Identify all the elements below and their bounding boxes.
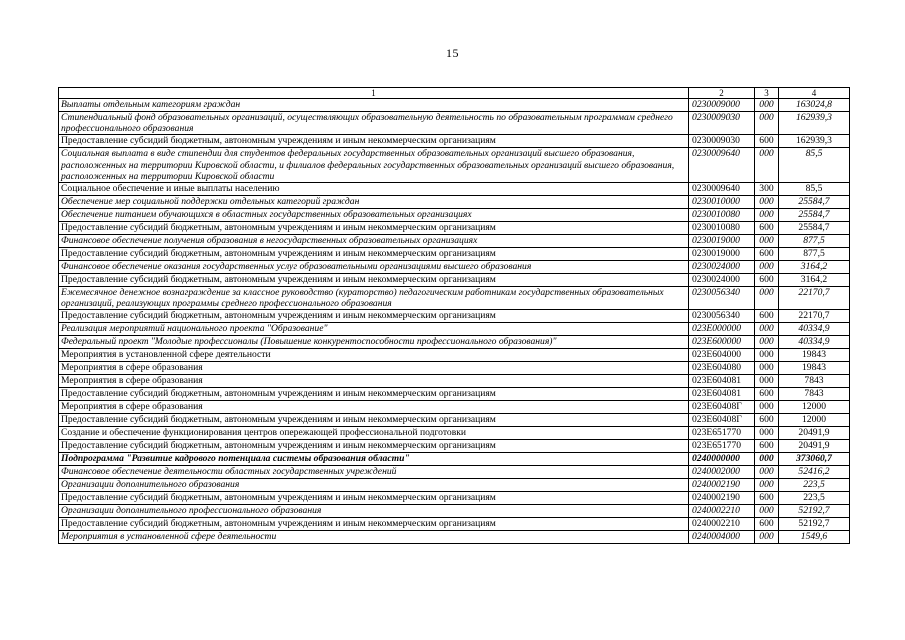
row-code: 0240002210: [689, 505, 755, 518]
row-amount: 12000: [779, 401, 850, 414]
table-row: [59, 323, 850, 336]
row-description: Предоставление субсидий бюджетным, автономным учреждениям и иным некоммерческим организациям: [59, 414, 689, 427]
row-description: Мероприятия в сфере образования: [59, 375, 689, 388]
table-row: [59, 375, 850, 388]
row-amount: 223,5: [779, 492, 850, 505]
table-row: [59, 148, 850, 183]
row-description: Мероприятия в установленной сфере деятельности: [59, 349, 689, 362]
row-description: Предоставление субсидий бюджетным, автономным учреждениям и иным некоммерческим организациям: [59, 222, 689, 235]
row-expense-type: 000: [755, 99, 779, 112]
row-description: Стипендиальный фонд образовательных организаций, осуществляющих образовательную деятельность по образовательным программам среднего профессионального образования: [59, 112, 689, 135]
row-description: Социальное обеспечение и иные выплаты населению: [59, 183, 689, 196]
row-amount: 85,5: [779, 148, 850, 183]
row-code: 023E000000: [689, 323, 755, 336]
row-description: Мероприятия в установленной сфере деятельности: [59, 531, 689, 544]
row-expense-type: 000: [755, 375, 779, 388]
row-code: 0230010080: [689, 222, 755, 235]
row-description: Финансовое обеспечение деятельности областных государственных учреждений: [59, 466, 689, 479]
row-amount: 20491,9: [779, 440, 850, 453]
row-amount: 52416,2: [779, 466, 850, 479]
row-expense-type: 000: [755, 209, 779, 222]
row-description: Реализация мероприятий национального проекта "Образование": [59, 323, 689, 336]
row-code: 023E600000: [689, 336, 755, 349]
row-code: 023E651770: [689, 427, 755, 440]
row-description: Предоставление субсидий бюджетным, автономным учреждениям и иным некоммерческим организациям: [59, 518, 689, 531]
row-amount: 373060,7: [779, 453, 850, 466]
row-amount: 52192,7: [779, 518, 850, 531]
row-code: 0240004000: [689, 531, 755, 544]
row-expense-type: 600: [755, 414, 779, 427]
table-row: [59, 362, 850, 375]
row-description: Федеральный проект "Молодые профессионалы (Повышение конкурентоспособности профессионального образования)": [59, 336, 689, 349]
header-col-3: 3: [755, 88, 779, 99]
row-expense-type: 600: [755, 222, 779, 235]
row-amount: 25584,7: [779, 196, 850, 209]
table-row: [59, 505, 850, 518]
table-row: [59, 310, 850, 323]
row-code: 0240002000: [689, 466, 755, 479]
table-row: [59, 135, 850, 148]
header-col-2: 2: [689, 88, 755, 99]
row-expense-type: 600: [755, 248, 779, 261]
row-description: Предоставление субсидий бюджетным, автономным учреждениям и иным некоммерческим организациям: [59, 274, 689, 287]
header-col-1: 1: [59, 88, 689, 99]
row-expense-type: 000: [755, 112, 779, 135]
table-row: [59, 531, 850, 544]
table-row: [59, 492, 850, 505]
row-amount: 7843: [779, 375, 850, 388]
row-expense-type: 000: [755, 148, 779, 183]
row-expense-type: 000: [755, 531, 779, 544]
row-amount: 52192,7: [779, 505, 850, 518]
row-code: 0240000000: [689, 453, 755, 466]
table-row: [59, 183, 850, 196]
table-row: [59, 261, 850, 274]
row-description: Ежемесячное денежное вознаграждение за классное руководство (кураторство) педагогическим работникам государственных образовательных организаций, реализующих программы среднего профессионального образования: [59, 287, 689, 310]
row-code: 023E604080: [689, 362, 755, 375]
row-amount: 223,5: [779, 479, 850, 492]
table-body: [59, 99, 850, 544]
row-description: Организации дополнительного образования: [59, 479, 689, 492]
row-expense-type: 000: [755, 453, 779, 466]
row-amount: 3164,2: [779, 261, 850, 274]
table-row: [59, 453, 850, 466]
row-amount: 22170,7: [779, 287, 850, 310]
row-code: 0230009030: [689, 112, 755, 135]
row-expense-type: 000: [755, 196, 779, 209]
row-expense-type: 600: [755, 440, 779, 453]
table-row: [59, 401, 850, 414]
row-expense-type: 000: [755, 287, 779, 310]
row-code: 023E604081: [689, 375, 755, 388]
table-header-row: [59, 88, 850, 99]
header-col-4: 4: [779, 88, 850, 99]
table-row: [59, 388, 850, 401]
row-expense-type: 000: [755, 323, 779, 336]
row-code: 0230009640: [689, 183, 755, 196]
row-amount: 40334,9: [779, 323, 850, 336]
row-code: 0230019000: [689, 248, 755, 261]
row-code: 0230009000: [689, 99, 755, 112]
table-row: [59, 99, 850, 112]
row-description: Создание и обеспечение функционирования центров опережающей профессиональной подготовки: [59, 427, 689, 440]
row-amount: 19843: [779, 349, 850, 362]
row-expense-type: 000: [755, 479, 779, 492]
row-expense-type: 600: [755, 492, 779, 505]
table-row: [59, 440, 850, 453]
row-code: 0240002210: [689, 518, 755, 531]
row-description: Предоставление субсидий бюджетным, автономным учреждениям и иным некоммерческим организациям: [59, 310, 689, 323]
row-expense-type: 000: [755, 401, 779, 414]
table-row: [59, 274, 850, 287]
row-description: Предоставление субсидий бюджетным, автономным учреждениям и иным некоммерческим организациям: [59, 135, 689, 148]
row-code: 023E604000: [689, 349, 755, 362]
row-amount: 877,5: [779, 235, 850, 248]
row-code: 0240002190: [689, 479, 755, 492]
row-description: Финансовое обеспечение оказания государственных услуг образовательными организациями высшего образования: [59, 261, 689, 274]
row-amount: 40334,9: [779, 336, 850, 349]
table-row: [59, 479, 850, 492]
page-number: 15: [446, 46, 459, 60]
row-amount: 12000: [779, 414, 850, 427]
table-row: [59, 466, 850, 479]
table-row: [59, 287, 850, 310]
row-amount: 877,5: [779, 248, 850, 261]
table-row: [59, 222, 850, 235]
row-amount: 25584,7: [779, 222, 850, 235]
table-row: [59, 112, 850, 135]
row-code: 0230024000: [689, 261, 755, 274]
row-expense-type: 000: [755, 466, 779, 479]
row-expense-type: 000: [755, 235, 779, 248]
row-expense-type: 600: [755, 135, 779, 148]
row-description: Обеспечение мер социальной поддержки отдельных категорий граждан: [59, 196, 689, 209]
row-code: 0230056340: [689, 310, 755, 323]
row-amount: 85,5: [779, 183, 850, 196]
table-row: [59, 349, 850, 362]
row-code: 023E651770: [689, 440, 755, 453]
row-code: 0230009030: [689, 135, 755, 148]
row-code: 0240002190: [689, 492, 755, 505]
row-code: 0230019000: [689, 235, 755, 248]
table-row: [59, 209, 850, 222]
row-description: Предоставление субсидий бюджетным, автономным учреждениям и иным некоммерческим организациям: [59, 492, 689, 505]
row-description: Выплаты отдельным категориям граждан: [59, 99, 689, 112]
row-amount: 162939,3: [779, 112, 850, 135]
row-code: 0230024000: [689, 274, 755, 287]
row-description: Предоставление субсидий бюджетным, автономным учреждениям и иным некоммерческим организациям: [59, 388, 689, 401]
row-expense-type: 000: [755, 261, 779, 274]
table-row: [59, 248, 850, 261]
row-amount: 20491,9: [779, 427, 850, 440]
table-row: [59, 518, 850, 531]
row-description: Подпрограмма "Развитие кадрового потенциала системы образования области": [59, 453, 689, 466]
row-amount: 3164,2: [779, 274, 850, 287]
row-expense-type: 000: [755, 505, 779, 518]
row-amount: 163024,8: [779, 99, 850, 112]
row-description: Предоставление субсидий бюджетным, автономным учреждениям и иным некоммерческим организациям: [59, 440, 689, 453]
row-code: 023E60408Г: [689, 401, 755, 414]
budget-table: [58, 87, 850, 544]
row-expense-type: 600: [755, 388, 779, 401]
table-row: [59, 336, 850, 349]
row-amount: 22170,7: [779, 310, 850, 323]
row-expense-type: 600: [755, 518, 779, 531]
row-description: Социальная выплата в виде стипендии для студентов федеральных государственных образовательных организаций высшего образования, расположенных на территории Кировской области, и филиалов федеральных государственных образовательных организаций высшего образования, расположенных на территории Кировской области: [59, 148, 689, 183]
row-description: Организации дополнительного профессионального образования: [59, 505, 689, 518]
table-row: [59, 427, 850, 440]
row-expense-type: 000: [755, 362, 779, 375]
row-code: 023E60408Г: [689, 414, 755, 427]
row-code: 0230010000: [689, 196, 755, 209]
row-code: 0230009640: [689, 148, 755, 183]
row-amount: 19843: [779, 362, 850, 375]
table-row: [59, 196, 850, 209]
row-expense-type: 000: [755, 427, 779, 440]
table-row: [59, 235, 850, 248]
table-row: [59, 414, 850, 427]
row-description: Мероприятия в сфере образования: [59, 401, 689, 414]
row-code: 023E604081: [689, 388, 755, 401]
row-expense-type: 000: [755, 349, 779, 362]
row-description: Предоставление субсидий бюджетным, автономным учреждениям и иным некоммерческим организациям: [59, 248, 689, 261]
row-expense-type: 600: [755, 274, 779, 287]
row-description: Финансовое обеспечение получения образования в негосударственных образовательных организациях: [59, 235, 689, 248]
row-amount: 162939,3: [779, 135, 850, 148]
row-expense-type: 300: [755, 183, 779, 196]
row-amount: 25584,7: [779, 209, 850, 222]
row-description: Обеспечение питанием обучающихся в областных государственных образовательных организациях: [59, 209, 689, 222]
row-amount: 7843: [779, 388, 850, 401]
row-description: Мероприятия в сфере образования: [59, 362, 689, 375]
row-amount: 1549,6: [779, 531, 850, 544]
row-expense-type: 600: [755, 310, 779, 323]
row-code: 0230056340: [689, 287, 755, 310]
row-code: 0230010080: [689, 209, 755, 222]
row-expense-type: 000: [755, 336, 779, 349]
